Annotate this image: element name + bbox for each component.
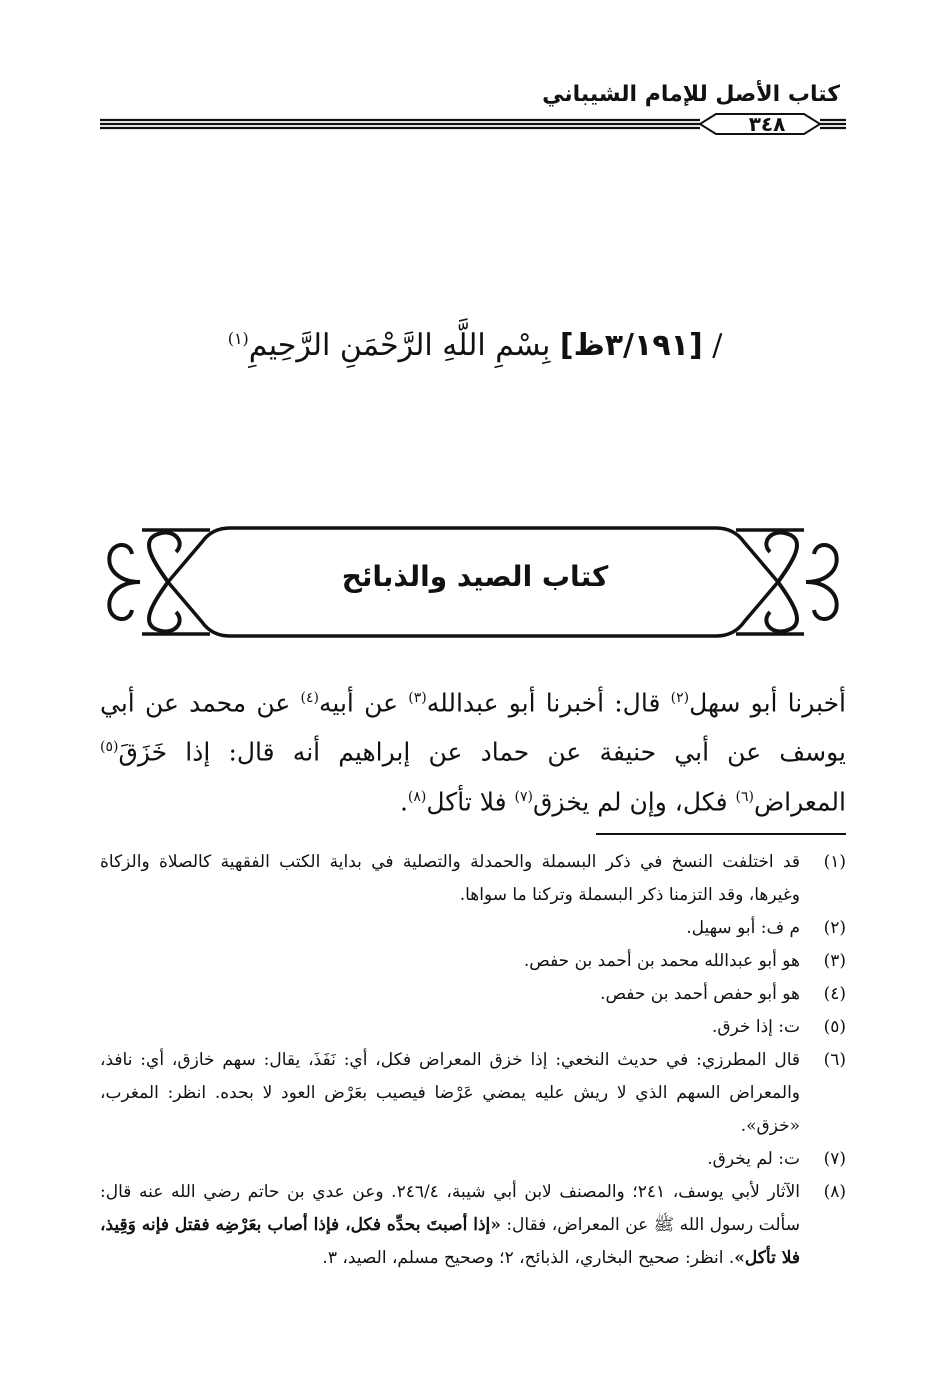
footnote-text: ت: إذا خرق.: [711, 1017, 800, 1037]
text-run: فلا تأكل: [426, 786, 515, 816]
footnote: [100, 1176, 846, 1275]
basmala-line: [150, 328, 800, 363]
footnote: [100, 1011, 846, 1044]
lead-slash: /: [712, 328, 723, 363]
footnote-ref: (٢): [670, 690, 690, 706]
main-text: [100, 676, 846, 824]
footnote: [100, 912, 846, 945]
footnote: [100, 945, 846, 978]
footnote: [100, 1143, 846, 1176]
footnote-number: (٤): [823, 984, 846, 1004]
text-run: فكل، وإن لم يخزق: [533, 786, 736, 816]
footnote-text: هو أبو حفص أحمد بن حفص.: [600, 984, 800, 1004]
footnote-text: قد اختلفت النسخ في ذكر البسملة والحمدلة والتصلية في بداية الكتب الفقهية كالصلاة والزكاة وغيرها، وقد التزمنا ذكر البسملة وتركنا ما سواها.: [100, 852, 800, 905]
footnote-ref: (٧): [514, 788, 534, 805]
footnote-text-run: . انظر: صحيح البخاري، الذبائح، ٢؛ وصحيح مسلم، الصيد، ٣.: [322, 1248, 735, 1268]
hadith-quote: «إذا أصبتَ بحدِّه فكل، فإذا أصاب بعَرْضِه فقتل فإنه وَقِيذ، فلا تأكل»: [100, 1215, 800, 1268]
text-run: المعراض: [753, 786, 846, 816]
footnotes: [100, 846, 846, 1275]
text-run: عن محمد عن أبي يوسف عن أبي حنيفة عن حماد عن إبراهيم أنه قال: إذا خَزَقَ: [100, 688, 846, 767]
folio-reference: [٣/١٩١ظ]: [559, 328, 703, 363]
footnote-ref: (١): [227, 329, 249, 348]
text-run: أخبرنا أبو سهل: [689, 688, 846, 718]
text-run: قال: أخبرنا أبو عبدالله: [426, 688, 671, 718]
footnote-number: (٧): [823, 1149, 846, 1169]
footnote-text-run: الآثار لأبي يوسف، ٢٤١؛ والمصنف لابن أبي شيبة، ٢٤٦/٤. وعن عدي بن حاتم رضي الله عنه قال: سألت رسول الله ﷺ عن المعراض، فقال:: [100, 1182, 800, 1235]
footnote: [100, 846, 846, 912]
footnote: [100, 1044, 846, 1143]
footnote-ref: (٣): [408, 690, 427, 706]
footnote-number: (٣): [823, 951, 846, 971]
footnote-text: م ف: أبو سهيل.: [686, 918, 800, 938]
chapter-title: كتاب الصيد والذبائح: [341, 560, 609, 593]
page-number: ٣٤٨: [748, 112, 786, 136]
footnote-ref: (٤): [300, 690, 320, 706]
footnote-ref: (٥): [100, 739, 119, 756]
text-run: .: [399, 786, 408, 816]
footnote-text: [100, 1176, 800, 1275]
footnote-number: (٦): [823, 1050, 846, 1070]
footnote-ref: (٦): [735, 788, 754, 805]
footnote: [100, 978, 846, 1011]
footnote-separator: [596, 833, 846, 835]
footnote-text: هو أبو عبدالله محمد بن أحمد بن حفص.: [523, 951, 800, 971]
footnote-text: ت: لم يخرق.: [707, 1149, 800, 1169]
footnote-number: (٨): [823, 1182, 846, 1202]
text-run: عن أبيه: [319, 688, 409, 718]
footnote-number: (١): [823, 852, 846, 872]
footnote-ref: (٨): [407, 788, 427, 805]
footnote-text: قال المطرزي: في حديث النخعي: إذا خزق المعراض فكل، أي: نَفَذَ، يقال: سهم خازق، أي: نافذ، والمعراض السهم الذي لا ريش عليه يمضي عَرْضا فيصيب بعَرْض العود لا بحده. انظر: المغرب، «خزق».: [100, 1050, 800, 1136]
footnote-number: (٥): [823, 1017, 846, 1037]
footnote-number: (٢): [823, 918, 846, 938]
basmala-text: بِسْمِ اللَّهِ الرَّحْمَنِ الرَّحِيمِ: [248, 328, 551, 363]
running-title: كتاب الأصل للإمام الشيباني: [542, 82, 840, 107]
